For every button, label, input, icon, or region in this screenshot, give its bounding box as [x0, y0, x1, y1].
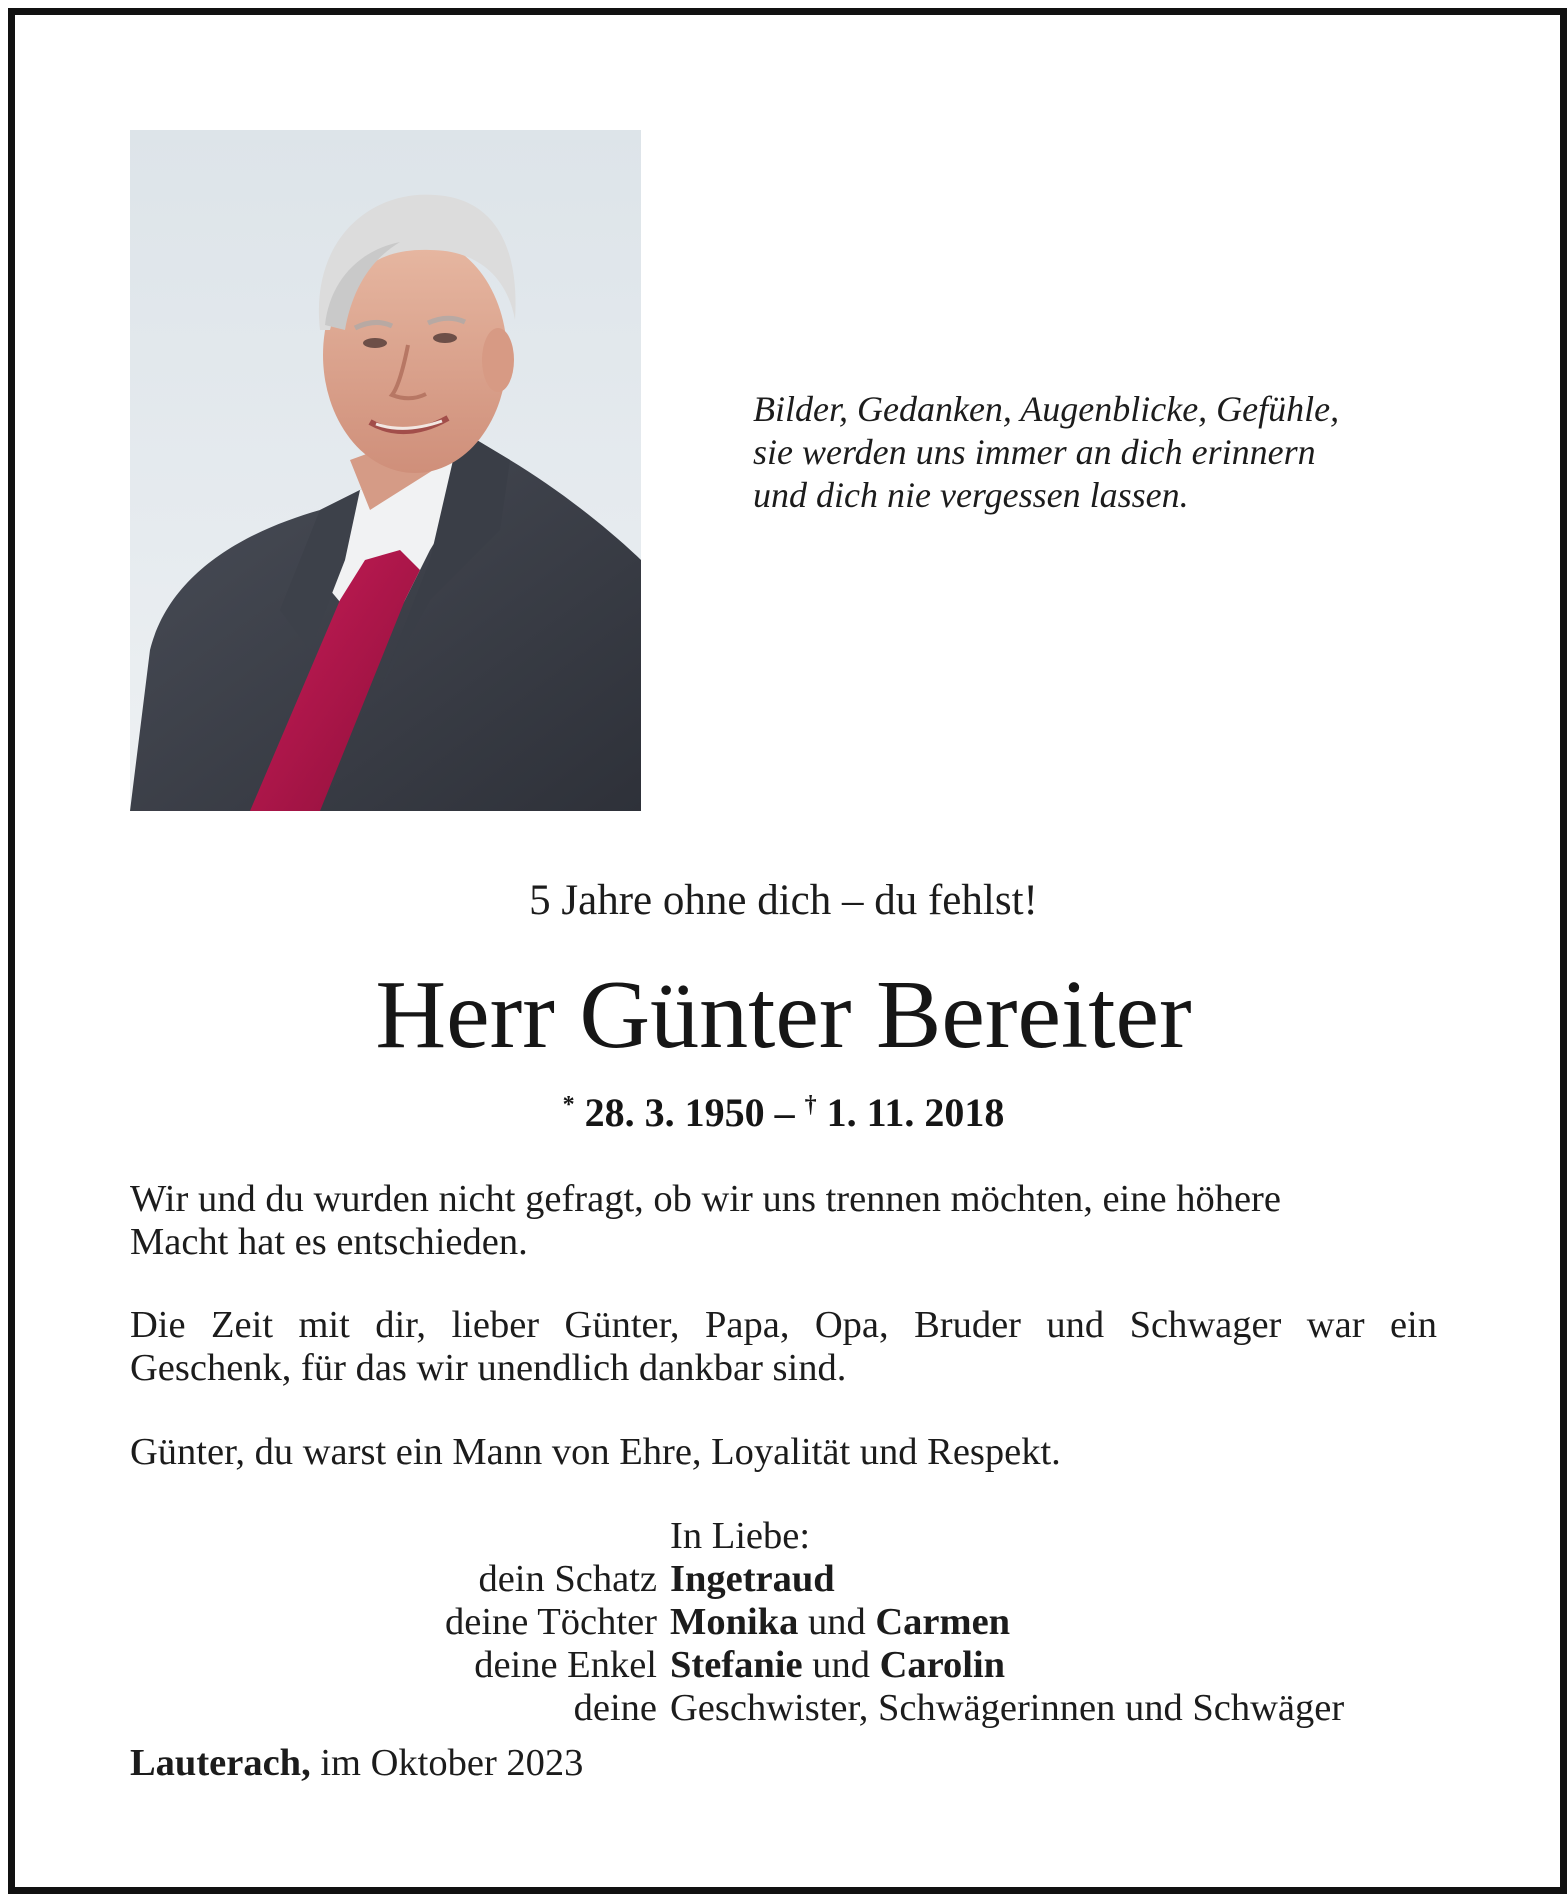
mourner-relation: deine	[573, 1687, 657, 1729]
mourner-name: Monika	[670, 1601, 799, 1643]
paragraph-line: Die Zeit mit dir, lieber Günter, Papa, Opa, Bruder und Schwager war ein	[130, 1304, 1437, 1346]
mourner-names	[670, 1558, 835, 1601]
poem-line: sie werden uns immer an dich erinnern	[753, 432, 1316, 472]
mourner-relation: deine Enkel	[474, 1644, 657, 1686]
place-and-date	[130, 1742, 583, 1785]
birth-date: 28. 3. 1950	[584, 1090, 765, 1135]
portrait-photo	[130, 130, 641, 811]
mourner-relation: deine Töchter	[444, 1601, 657, 1643]
paragraph-line: Günter, du warst ein Mann von Ehre, Loyalität und Respekt.	[130, 1431, 1061, 1473]
death-date: 1. 11. 2018	[826, 1090, 1005, 1135]
mourner-row	[0, 1558, 1567, 1601]
mourner-row	[0, 1644, 1567, 1687]
paragraph-1	[130, 1178, 1437, 1264]
mourner-name: Carolin	[879, 1644, 1006, 1686]
birth-symbol: *	[562, 1092, 575, 1118]
anniversary-subtitle: 5 Jahre ohne dich – du fehlst!	[529, 877, 1038, 924]
name-joiner: und	[812, 1644, 870, 1686]
paragraph-line: Wir und du wurden nicht gefragt, ob wir uns trennen möchten, eine höhere	[130, 1178, 1281, 1220]
mourner-names: Geschwister, Schwägerinnen und Schwäger	[670, 1687, 1345, 1729]
mourner-row	[0, 1687, 1567, 1730]
poem-line: Bilder, Gedanken, Augenblicke, Gefühle,	[753, 389, 1340, 429]
paragraph-2	[130, 1304, 1437, 1390]
paragraph-3	[130, 1431, 1437, 1474]
date-separator: –	[764, 1090, 805, 1135]
memorial-poem	[753, 388, 1339, 517]
signoff-intro: In Liebe:	[670, 1515, 811, 1557]
mourner-relation: dein Schatz	[478, 1558, 657, 1600]
life-dates	[0, 1080, 1567, 1138]
mourner-names	[670, 1644, 1005, 1687]
mourner-name: Carmen	[875, 1601, 1011, 1643]
place-name: Lauterach,	[130, 1742, 311, 1784]
name-joiner: und	[807, 1601, 866, 1643]
poem-line: und dich nie vergessen lassen.	[753, 475, 1189, 515]
deceased-name: Herr Günter Bereiter	[375, 961, 1192, 1069]
mourner-name: Stefanie	[670, 1644, 803, 1686]
mourner-name: Ingetraud	[670, 1558, 835, 1600]
portrait-illustration	[130, 130, 641, 811]
paragraph-line: Geschenk, für das wir unendlich dankbar sind.	[130, 1347, 847, 1389]
mourner-names	[670, 1601, 1010, 1644]
mourner-row	[0, 1601, 1567, 1644]
closing-date: im Oktober 2023	[320, 1742, 584, 1784]
paragraph-line: Macht hat es entschieden.	[130, 1221, 528, 1263]
death-symbol: †	[804, 1092, 817, 1118]
